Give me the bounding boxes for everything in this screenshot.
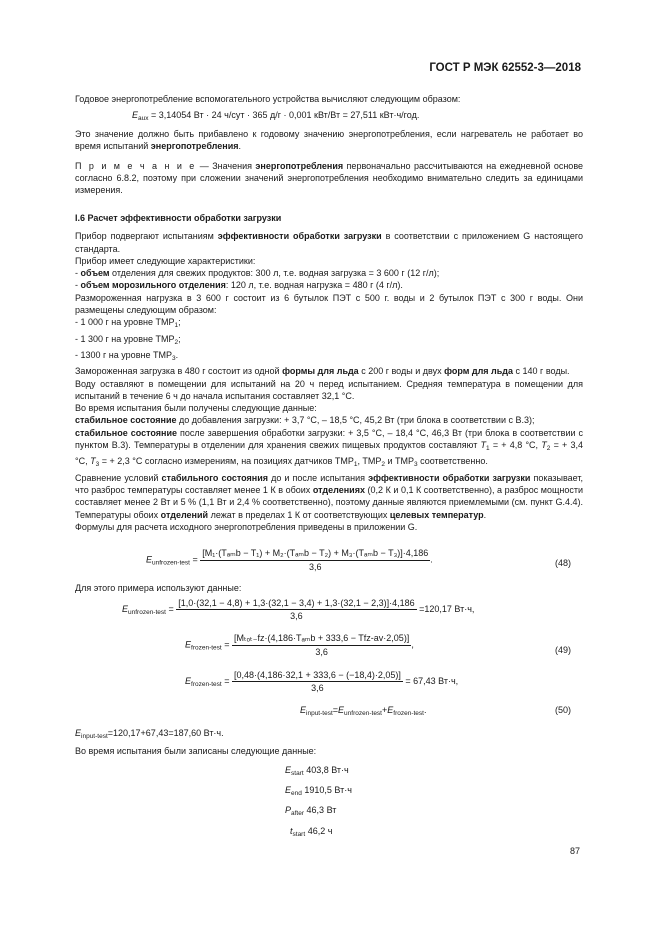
recorded-p-after: $P_{after}$ 46,3 Вт <box>285 805 337 817</box>
recorded-t-start: $t_{start}$ 46,2 ч <box>290 826 333 838</box>
formula-aux: $E_{aux} = 3,14054$ Вт · 24 ч/сут · 365 д/г · 0,001 кВт/Вт = 27,511 кВт·ч/год. <box>132 110 420 122</box>
formula-48: $E_{unfrozen-test}$ = $\frac{\text{[M₁·(Tₐₘb − T₁) + M₂·(Tₐₘb − T₂) + M₃·(Tₐₘb − T₃)]·4,186}}{3,6}$ . <box>146 548 433 572</box>
body-text-1 <box>75 128 583 196</box>
document-page: ГОСТ Р МЭК 62552-3—2018 Годовое энергопотребление вспомогательного устройства вычисляют следующим образом: $E_{aux} = 3,14054$ Вт · 24 ч/сут · 365 д/г · 0,001 кВт/Вт = 27,511 кВт·ч/год. Это значение должно быть прибавлено к годовому значению энергопотребления, если нагреватель не работает во время испытаний энергопотребления. П р и м е ч а н и е — Значения энергопотребления первоначально рассчитываются на ежедневной основе согласно 6.8.2, поэтому при сложении значений энергопотребления необходимо внимательно следить за единицами измерения. I.6 Расчет эффективности обработки загрузки Прибор подвергают испытаниям эффективности обработки загрузки в соответствии с приложением G настоящего стандарта. Прибор имеет следующие характеристики: - объем отделения для свежих продуктов: 300 л, т.е. водная загрузка = 3 600 г (12 г/л); - объем морозильного отделения: 120 л, т.е. водная нагрузка = 480 г (4 г/л). Размороженная нагрузка в 3 600 г состоит из 6 бутылок ПЭТ с 500 г. воды и 2 бутылок ПЭТ с 300 г воды. Они размещены следующим образом: - 1 000 г на уровне $TMP_1$; - 1 300 г на уровне $TMP_2$; - 1300 г на уровне $TMP_3$. Замороженная загрузка в 480 г состоит из одной формы для льда с 200 г воды и двух форм для льда с 140 г воды. Воду оставляют в помещении для испытаний на 20 ч перед испытанием. Средняя температура в помещении для испытаний в течение 6 ч до начала испытания составляет 32,1 °С. Во время испытания были получены следующие данные: стабильное состояние до добавления загрузки: + 3,7 °С, – 18,5 °С, 45,2 Вт (три блока в соответствии с В.3); стабильное состояние после завершения обработки загрузки: + 3,5 °С, – 18,4 °С, 46,3 Вт (три блока в соответствии с пунктом В.3). Температуры в отделении для хранения свежих пищевых продуктов составляют $T_1$ = + 4,8 °С, $T_2$ = + 3,4 °С, $T_3$ = + 2,3 °С согласно измерениям, на позициях датчиков $TMP_1$, $TMP_2$ и $TMP_3$ соответственно. Сравнение условий стабильного состояния до и после испытания эффективности обработки загрузки показывает, что разброс температуры составляет менее 1 К в обоих отделениях (0,2 К и 0,1 К соответственно), а разброс мощности составляет менее 2 Вт и 5 % (1,1 Вт и 2,4 % соответственно), поэтому данные являются приемлемыми (см. пункт G.4.4). Температуры обоих отделений лежат в пределах 1 К от соответствующих целевых температур. Формулы для расчета исходного энергопотребления приведены в приложении G. $E_{unfrozen-test}$ = $\frac{\text{[M₁·(Tₐₘb − T₁) + M₂·(Tₐₘb − T₂) + M₃·(Tₐₘb − T₃)]·4,186}}{3,6}$ . (48) Для этого примера используют данные: $E_{unfrozen-test}$ = [1,0·(32,1 − 4,8) + 1,3·(32,1 − 3,4) + 1,3·(32,1 − 2,3)]·4,186 3,6 =120,17 Вт·ч, $E_{frozen-test}$ = $\frac{\text{[Mₜₒₜ₋fz·(4,186·Tₐₘb + 333,6 − Tfz-av·2,05)]}}{3,6}$ , (49) $E_{frozen-test}$ = $\frac{[0,48\cdot(4,186\cdot 32,1 + 333,6 - (-18,4)\cdot 2,05)]}{3,6}$ = 67,43 Вт·ч, $E_{input-test}=E_{unfrozen-test}+E_{frozen-test}$. (50) $E_{input-test}=120,17+67,43=187,60$ Вт·ч. Во время испытания были записаны следующие данные: $E_{start}$ 403,8 Вт·ч $E_{end}$ 1910,5 Вт·ч $P_{after}$ 46,3 Вт $t_{start}$ 46,2 ч 87 <box>75 62 584 856</box>
formula-input-result: $E_{input-test}=120,17+67,43=187,60$ Вт·ч. <box>75 728 224 740</box>
page-number: 87 <box>570 846 581 856</box>
formula-50: $E_{input-test}=E_{unfrozen-test}+E_{frozen-test}$. <box>300 705 427 717</box>
recorded-e-end: $E_{end}$ 1910,5 Вт·ч <box>285 785 352 797</box>
formula-example-frozen: $E_{frozen-test}$ = $\frac{[0,48\cdot(4,186\cdot 32,1 + 333,6 - (-18,4)\cdot 2,05)]}{3,6}$ = 67,43 Вт·ч, <box>185 670 459 693</box>
equation-number-49: (49) <box>555 645 572 655</box>
note: П р и м е ч а н и е — Значения энергопотребления первоначально рассчитываются на ежедневной основе согласно 6.8.2, поэтому при сложении значений энергопотребления необходимо внимательно следить за единицами измерения. <box>75 160 583 196</box>
body-text-top <box>75 93 583 105</box>
section-title: I.6 Расчет эффективности обработки загрузки <box>75 213 282 223</box>
formula-example-unfrozen: $E_{unfrozen-test}$ = [1,0·(32,1 − 4,8) + 1,3·(32,1 − 3,4) + 1,3·(32,1 − 2,3)]·4,186 3,6 =120,17 Вт·ч, <box>122 598 475 621</box>
section-i6: I.6 Расчет эффективности обработки загрузки Прибор подвергают испытаниям эффективности обработки загрузки в соответствии с приложением G настоящего стандарта. Прибор имеет следующие характеристики: - объем отделения для свежих продуктов: 300 л, т.е. водная загрузка = 3 600 г (12 г/л); - объем морозильного отделения: 120 л, т.е. водная нагрузка = 480 г (4 г/л). Размороженная нагрузка в 3 600 г состоит из 6 бутылок ПЭТ с 500 г. воды и 2 бутылок ПЭТ с 300 г воды. Они размещены следующим образом: - 1 000 г на уровне $TMP_1$; - 1 300 г на уровне $TMP_2$; - 1300 г на уровне $TMP_3$. Замороженная загрузка в 480 г состоит из одной формы для льда с 200 г воды и двух форм для льда с 140 г воды. Воду оставляют в помещении для испытаний на 20 ч перед испытанием. Средняя температура в помещении для испытаний в течение 6 ч до начала испытания составляет 32,1 °С. Во время испытания были получены следующие данные: стабильное состояние до добавления загрузки: + 3,7 °С, – 18,5 °С, 45,2 Вт (три блока в соответствии с В.3); стабильное состояние после завершения обработки загрузки: + 3,5 °С, – 18,4 °С, 46,3 Вт (три блока в соответствии с пунктом В.3). Температуры в отделении для хранения свежих пищевых продуктов составляют $T_1$ = + 4,8 °С, $T_2$ = + 3,4 °С, $T_3$ = + 2,3 °С согласно измерениям, на позициях датчиков $TMP_1$, $TMP_2$ и $TMP_3$ соответственно. Сравнение условий стабильного состояния до и после испытания эффективности обработки загрузки показывает, что разброс температуры составляет менее 1 К в обоих отделениях (0,2 К и 0,1 К соответственно), а разброс мощности составляет менее 2 Вт и 5 % (1,1 Вт и 2,4 % соответственно), поэтому данные являются приемлемыми (см. пункт G.4.4). Температуры обоих отделений лежат в пределах 1 К от соответствующих целевых температур. Формулы для расчета исходного энергопотребления приведены в приложении G. <box>75 213 584 532</box>
document-header: ГОСТ Р МЭК 62552-3—2018 <box>429 62 581 74</box>
paragraph-add: Это значение должно быть прибавлено к годовому значению энергопотребления, если нагреватель не работает во время испытаний энергопотребления. <box>75 129 583 152</box>
paragraph-aux-intro: Годовое энергопотребление вспомогательного устройства вычисляют следующим образом: <box>75 94 461 104</box>
recorded-e-start: $E_{start}$ 403,8 Вт·ч <box>285 765 349 777</box>
formula-49: $E_{frozen-test}$ = $\frac{\text{[Mₜₒₜ₋fz·(4,186·Tₐₘb + 333,6 − Tfz-av·2,05)]}}{3,6}$ , <box>185 633 414 657</box>
equation-number-50: (50) <box>555 705 572 715</box>
equation-number-48: (48) <box>555 558 572 568</box>
